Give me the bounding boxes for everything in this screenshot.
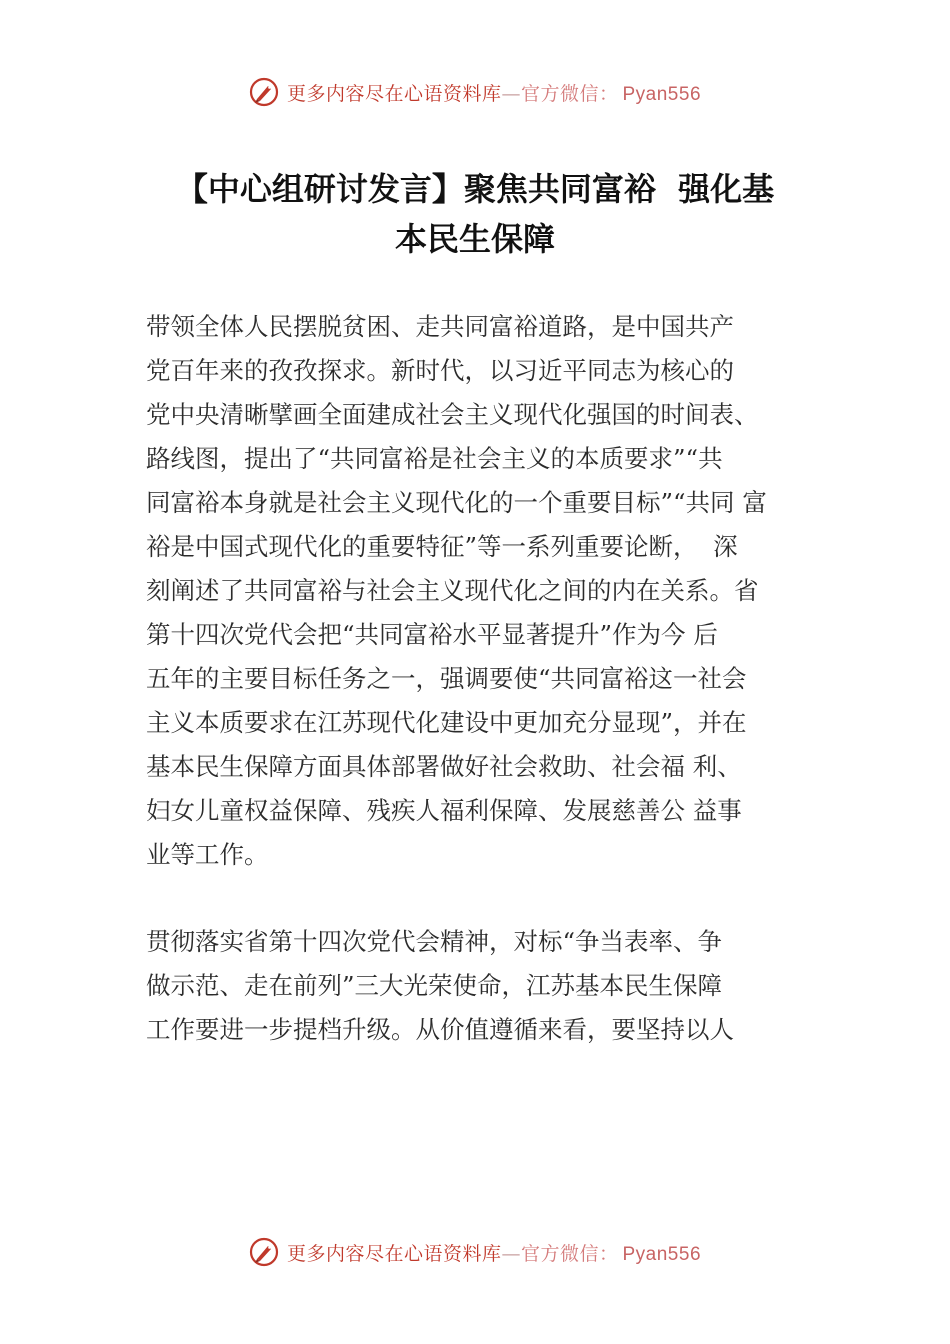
footer-banner-dash: — <box>501 1242 521 1265</box>
pen-nib-circle-logo-icon <box>249 77 279 107</box>
footer-banner-wechat: 官方微信： <box>520 1242 619 1265</box>
document-title <box>120 164 830 264</box>
footer-banner-main: 更多内容尽在心语资料库 <box>286 1242 502 1265</box>
body-paragraph-2 <box>146 920 836 1052</box>
header-banner-wechat: 官方微信： <box>520 82 619 105</box>
paragraph-line: 路线图，提出了“共同富裕是社会主义的本质要求”“共 <box>146 444 723 473</box>
paragraph-line: 第十四次党代会把“共同富裕水平显著提升”作为今 后 <box>146 620 718 649</box>
paragraph-line: 同富裕本身就是社会主义现代化的一个重要目标”“共同 富 <box>146 488 767 517</box>
paragraph-line: 裕是中国式现代化的重要特征”等一系列重要论断， 深 <box>146 532 738 561</box>
pen-nib-circle-logo-icon <box>249 1237 279 1267</box>
paragraph-line: 贯彻落实省第十四次党代会精神，对标“争当表率、争 <box>146 927 723 956</box>
header-banner-main: 更多内容尽在心语资料库 <box>286 82 502 105</box>
paragraph-line: 工作要进一步提档升级。从价值遵循来看，要坚持以人 <box>146 1015 734 1044</box>
header-banner-id: Pyan556 <box>622 83 702 105</box>
paragraph-line: 带领全体人民摆脱贫困、走共同富裕道路，是中国共产 <box>146 312 734 341</box>
paragraph-line: 刻阐述了共同富裕与社会主义现代化之间的内在关系。省 <box>146 576 759 605</box>
title-line: 【中心组研讨发言】聚焦共同富裕 强化基 <box>175 170 775 208</box>
paragraph-line: 主义本质要求在江苏现代化建设中更加充分显现”，并在 <box>146 708 747 737</box>
paragraph-line: 党中央清晰擘画全面建成社会主义现代化强国的时间表、 <box>146 400 759 429</box>
footer-banner-text <box>287 1239 701 1266</box>
footer-banner <box>0 1232 950 1272</box>
paragraph-line: 业等工作。 <box>146 840 269 869</box>
paragraph-line: 做示范、走在前列”三大光荣使命，江苏基本民生保障 <box>146 971 723 1000</box>
body-paragraph-1 <box>146 305 836 877</box>
title-line: 本民生保障 <box>394 220 555 258</box>
footer-banner-id: Pyan556 <box>622 1243 702 1265</box>
paragraph-line: 党百年来的孜孜探求。新时代，以习近平同志为核心的 <box>146 356 734 385</box>
paragraph-line: 五年的主要目标任务之一，强调要使“共同富裕这一社会 <box>146 664 747 693</box>
paragraph-line: 妇女儿童权益保障、残疾人福利保障、发展慈善公 益事 <box>146 796 742 825</box>
header-banner-dash: — <box>501 82 521 105</box>
header-banner <box>0 72 950 112</box>
header-banner-text <box>287 79 701 106</box>
paragraph-line: 基本民生保障方面具体部署做好社会救助、社会福 利、 <box>146 752 742 781</box>
